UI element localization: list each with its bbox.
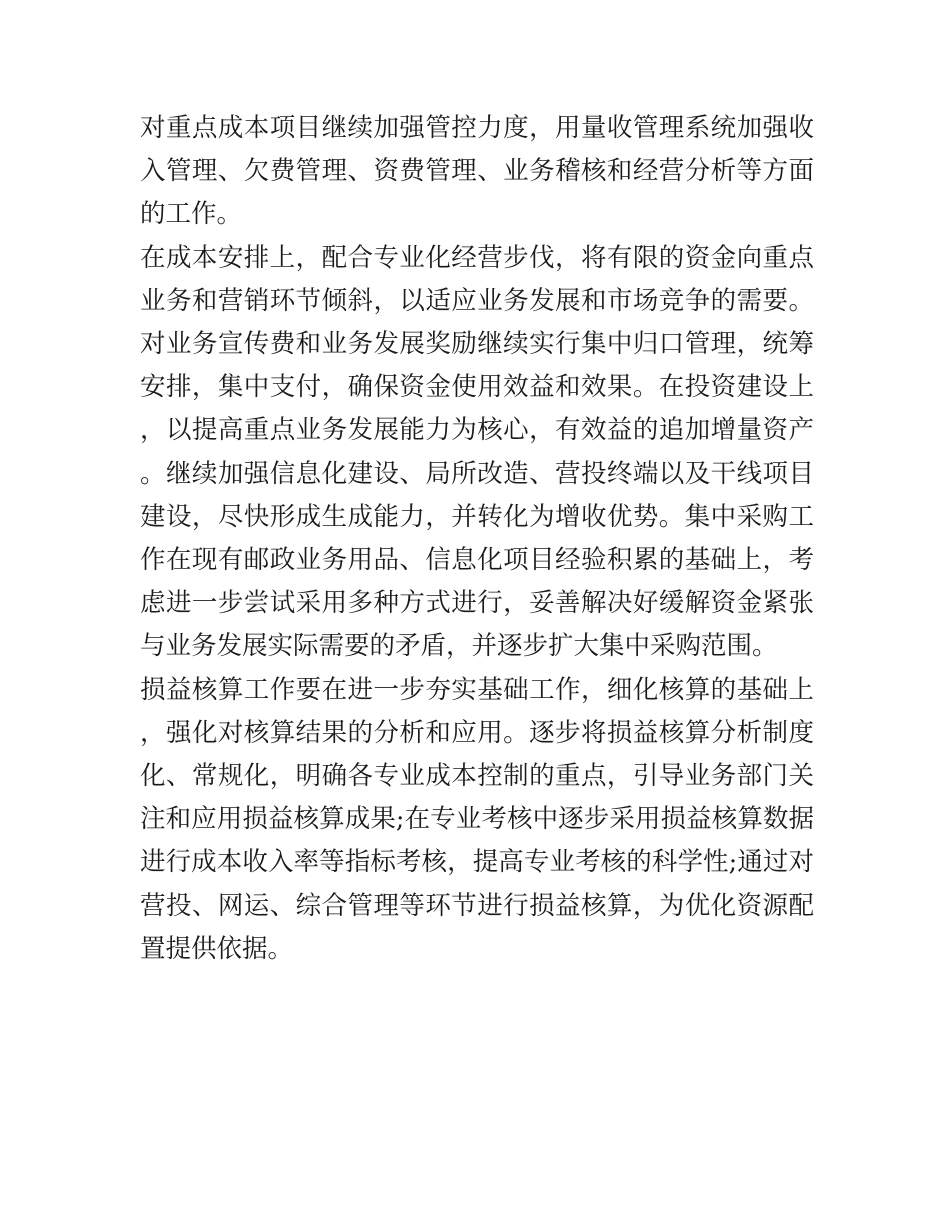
paragraph-profit-loss-accounting: 损益核算工作要在进一步夯实基础工作，细化核算的基础上，强化对核算结果的分析和应用。逐步将损益核算分析制度化、常规化，明确各专业成本控制的重点，引导业务部门关注和应用损益核算成果;在专业考核中逐步采用损益核算数据进行成本收入率等指标考核，提高专业考核的科学性;通过对营投、网运、综合管理等环节进行损益核算，为优化资源配置提供依据。 [140, 674, 814, 964]
paragraph-cost-arrangement: 在成本安排上，配合专业化经营步伐，将有限的资金向重点业务和营销环节倾斜，以适应业务发展和市场竞争的需要。对业务宣传费和业务发展奖励继续实行集中归口管理，统筹安排，集中支付，确保资金使用效益和效果。在投资建设上，以提高重点业务发展能力为核心，有效益的追加增量资产。继续加强信息化建设、局所改造、营投终端以及干线项目建设，尽快形成生成能力，并转化为增收优势。集中采购工作在现有邮政业务用品、信息化项目经验积累的基础上，考虑进一步尝试采用多种方式进行，妥善解决好缓解资金紧张与业务发展实际需要的矛盾，并逐步扩大集中采购范围。 [140, 242, 814, 662]
paragraph-cost-control: 对重点成本项目继续加强管控力度，用量收管理系统加强收入管理、欠费管理、资费管理、业务稽核和经营分析等方面的工作。 [140, 113, 814, 230]
document-body [140, 107, 814, 971]
